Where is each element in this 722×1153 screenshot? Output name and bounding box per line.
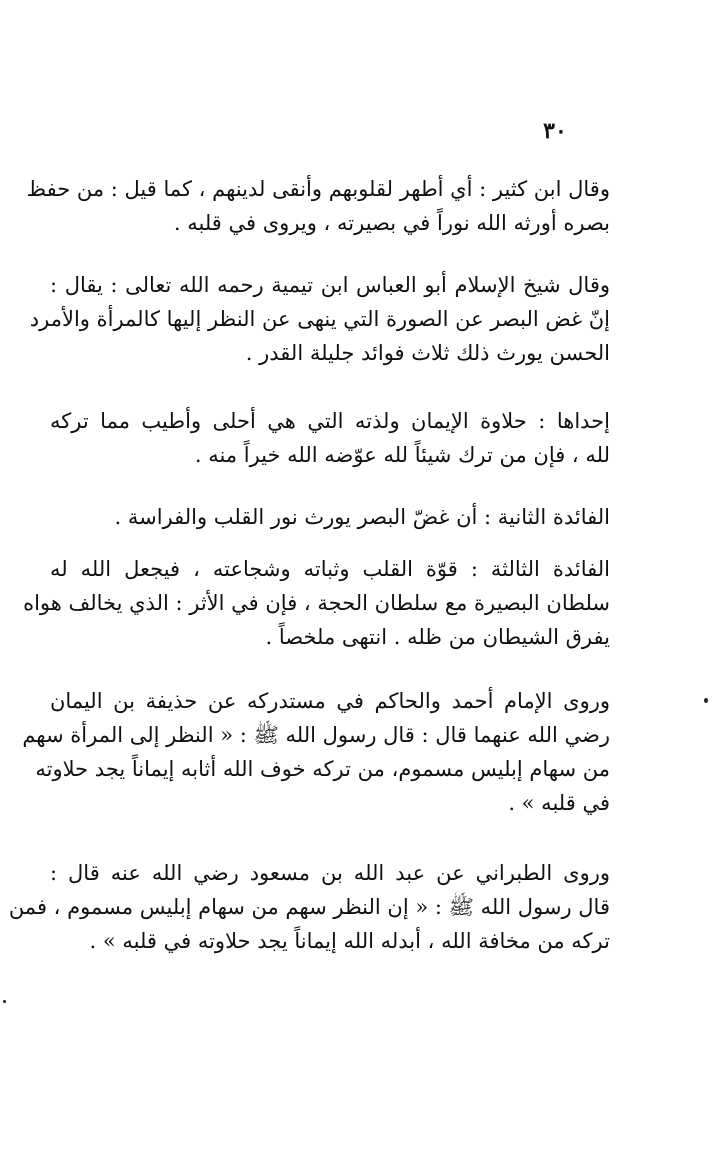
text-line: الحسن يورث ذلك ثلاث فوائد جليلة القدر . [245, 341, 610, 365]
paragraph-4 [50, 500, 610, 534]
text-line: وروى الإمام أحمد والحاكم في مستدركه عن حذيفة بن اليمان [50, 689, 610, 713]
text-line: بصره أورثه الله نوراً في بصيرته ، ويروى في قلبه . [173, 211, 610, 235]
text-line: في قلبه » . [508, 791, 610, 815]
text-line: وقال شيخ الإسلام أبو العباس ابن تيمية رحمه الله تعالى : يقال : [50, 273, 610, 297]
text-line: وروى الطبراني عن عبد الله بن مسعود رضي الله عنه قال : [50, 861, 610, 885]
paragraph-1 [26, 172, 610, 240]
paragraph-6 [22, 684, 610, 820]
text-line: إنّ غض البصر عن الصورة التي ينهى عن النظر إليها كالمرأة والأمرد [29, 307, 610, 331]
paragraph-3 [50, 404, 610, 472]
paragraph-7 [8, 856, 610, 958]
text-line: تركه من مخافة الله ، أبدله الله إيماناً يجد حلاوته في قلبه » . [89, 929, 610, 953]
page-number: ٣٠ [543, 118, 567, 144]
text-line: الفائدة الثانية : أن غضّ البصر يورث نور القلب والفراسة . [114, 505, 610, 529]
text-line: قال رسول الله ﷺ : « إن النظر سهم من سهام إبليس مسموم ، فمن [8, 895, 610, 919]
text-line: من سهام إبليس مسموم، من تركه خوف الله أثابه إيماناً يجد حلاوته [35, 757, 610, 781]
paragraph-2 [29, 268, 610, 370]
text-line: الفائدة الثالثة : قوّة القلب وثباته وشجاعته ، فيجعل الله له [50, 557, 610, 581]
text-line: لله ، فإن من ترك شيئاً لله عوّضه الله خيراً منه . [194, 443, 610, 467]
text-line: يفرق الشيطان من ظله . انتهى ملخصاً . [265, 625, 610, 649]
text-line: سلطان البصيرة مع سلطان الحجة ، فإن في الأثر : الذي يخالف هواه [23, 591, 610, 615]
scan-speck [3, 1000, 6, 1003]
paragraph-5 [23, 552, 610, 654]
text-line: رضي الله عنهما قال : قال رسول الله ﷺ : « النظر إلى المرأة سهم [22, 723, 610, 747]
scan-speck [704, 698, 708, 703]
text-line: وقال ابن كثير : أي أطهر لقلوبهم وأنقى لدينهم ، كما قيل : من حفظ [26, 177, 610, 201]
text-line: إحداها : حلاوة الإيمان ولذته التي هي أحلى وأطيب مما تركه [50, 409, 610, 433]
